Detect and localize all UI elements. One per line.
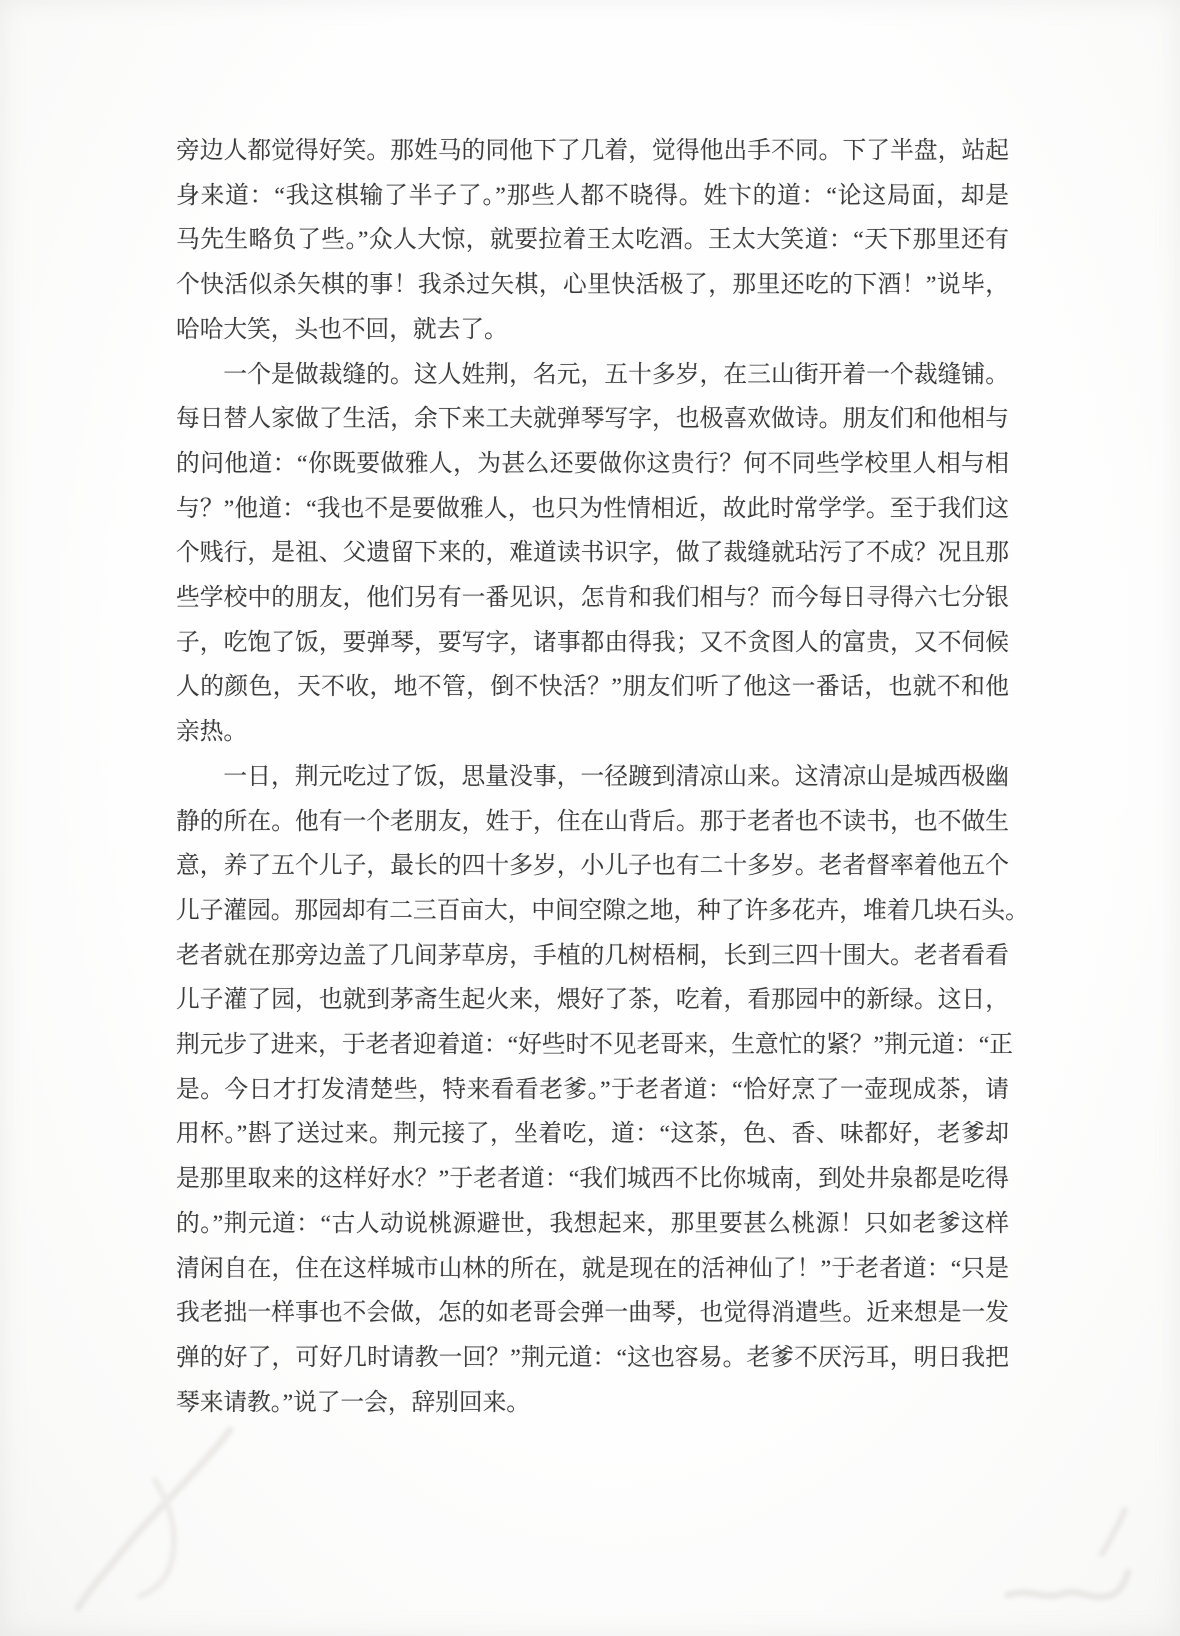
text-line: 儿子灌园。那园却有二三百亩大，中间空隙之地，种了许多花卉，堆着几块石头。 xyxy=(176,897,1029,924)
text-line: 的问他道：“你既要做雅人，为甚么还要做你这贵行？何不同些学校里人相与相 xyxy=(176,450,1009,477)
text-line: 老者就在那旁边盖了几间茅草房，手植的几树梧桐，长到三四十围大。老者看看 xyxy=(176,942,1009,969)
text-line: 哈哈大笑，头也不回，就去了。 xyxy=(176,316,508,343)
text-line: 一日，荆元吃过了饭，思量没事，一径踱到清凉山来。这清凉山是城西极幽 xyxy=(223,763,1009,790)
text-line: 用杯。”斟了送过来。荆元接了，坐着吃，道：“这茶，色、香、味都好，老爹却 xyxy=(176,1121,1009,1148)
text-line: 亲热。 xyxy=(176,719,248,746)
text-line: 个贱行，是祖、父遗留下来的，难道读书识字，做了裁缝就玷污了不成？况且那 xyxy=(176,540,1009,567)
text-line: 个快活似杀矢棋的事！我杀过矢棋，心里快活极了，那里还吃的下酒！”说毕， xyxy=(176,272,1009,299)
text-line: 意，养了五个儿子，最长的四十多岁，小儿子也有二十多岁。老者督率着他五个 xyxy=(176,853,1009,880)
text-line: 的。”荆元道：“古人动说桃源避世，我想起来，那里要甚么桃源！只如老爹这样 xyxy=(176,1210,1009,1237)
scan-smudge-right xyxy=(990,1500,1170,1630)
scan-smudge-left xyxy=(60,1420,280,1620)
text-line: 弹的好了，可好几时请教一回？”荆元道：“这也容易。老爹不厌污耳，明日我把 xyxy=(176,1344,1009,1371)
text-line: 子，吃饱了饭，要弹琴，要写字，诸事都由得我；又不贪图人的富贵，又不伺候 xyxy=(176,629,1009,656)
text-line: 些学校中的朋友，他们另有一番见识，怎肯和我们相与？而今每日寻得六七分银 xyxy=(176,585,1009,612)
text-line: 儿子灌了园，也就到茅斋生起火来，煨好了茶，吃着，看那园中的新绿。这日， xyxy=(176,987,1009,1014)
text-line: 与？”他道：“我也不是要做雅人，也只为性情相近，故此时常学学。至于我们这 xyxy=(176,495,1009,522)
text-line: 马先生略负了些。”众人大惊，就要拉着王太吃酒。王太大笑道：“天下那里还有 xyxy=(176,227,1009,254)
text-line: 每日替人家做了生活，余下来工夫就弹琴写字，也极喜欢做诗。朋友们和他相与 xyxy=(176,406,1009,433)
text-line: 静的所在。他有一个老朋友，姓于，住在山背后。那于老者也不读书，也不做生 xyxy=(176,808,1009,835)
text-line: 我老拙一样事也不会做，怎的如老哥会弹一曲琴，也觉得消遣些。近来想是一发 xyxy=(176,1300,1009,1327)
text-line: 清闲自在，住在这样城市山林的所在，就是现在的活神仙了！”于老者道：“只是 xyxy=(176,1255,1009,1282)
text-line: 是。今日才打发清楚些，特来看看老爹。”于老者道：“恰好烹了一壶现成茶，请 xyxy=(176,1076,1009,1103)
text-line: 是那里取来的这样好水？”于老者道：“我们城西不比你城南，到处井泉都是吃得 xyxy=(176,1166,1009,1193)
document-text xyxy=(176,129,1029,1425)
text-line: 荆元步了进来，于老者迎着道：“好些时不见老哥来，生意忙的紧？”荆元道：“正 xyxy=(176,1032,1013,1059)
text-line: 一个是做裁缝的。这人姓荆，名元，五十多岁，在三山街开着一个裁缝铺。 xyxy=(223,361,1009,388)
text-line: 人的颜色，天不收，地不管，倒不快活？”朋友们听了他这一番话，也就不和他 xyxy=(176,674,1009,701)
text-line: 琴来请教。”说了一会，辞别回来。 xyxy=(176,1389,530,1416)
text-line: 身来道：“我这棋输了半子了。”那些人都不晓得。姓卞的道：“论这局面，却是 xyxy=(176,182,1009,209)
text-line: 旁边人都觉得好笑。那姓马的同他下了几着，觉得他出手不同。下了半盘，站起 xyxy=(176,138,1009,164)
